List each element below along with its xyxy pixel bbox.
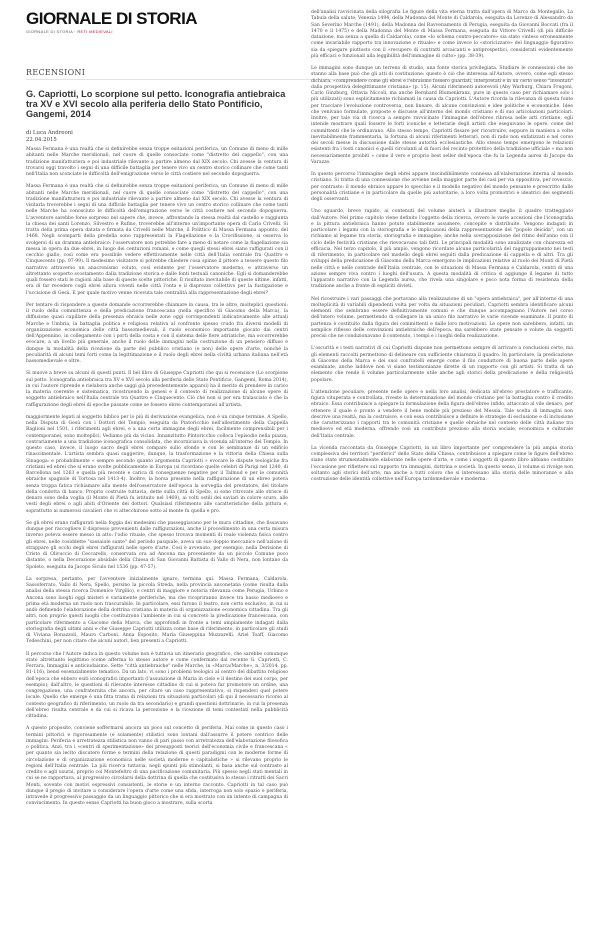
body-paragraph: maggiormente legati al soggetto biblico per lo più di derivazione evangelica, non è un cinque termine. A Spello, nella Disputa di Gesù con i Dottori del Tempio, eseguita da Pintoricchio nell'allestimento della Cappella Baglioni nel 1501, i riferimenti agli ebrei, e a una certa immagine degli ebrei, facilmente comprensibili per i contemporanei, sono molteplici. Vediamo più da vicino. Innanzitutto Pintoricchio colloca l'episodio nella piazza, contrariamente a una tradizione iconografica consolidata, che incorniciava la vicenda all'interno del Tempio. In questo caso, invece, il luogo sacro degli ebrei compare sullo sfondo e con le sembianze di un edificio rinascimentale. L'artista sembra quasi suggerire, dunque, la trasformazione e la vittoria della Chiesa sulla Sinagoga: e probabilmente « sempre secondo quanto argomenta Capriotti » evocare le dispute teologiche fra cristiani ed ebrei che si erano svolte pubblicamente in Europa (si ricordano quelle celebri di Parigi nel 1240, di Barcellona nel 1263 e quella più recente e carica di conseguenze negative per il Talmud e per le comunità ebraiche spagnole di Tortosa nel 1413-4). Inoltre, la borsa presente nella raffigurazione di un ebreo poteva senza troppa fatica richiamare alla mente dell'osservatore dell'epoca la sorveglia del prestatore, del titolare della condotta di banco. Proprio costruite tuttavia, dette sulla città di Spello, si sono ritrovate alle strisce di denaro sono della voglia (il Monte di Pietà fu istituito nel 1469), ai volti ostili dei saviari in colore scuro, alle vesti degli ebrei o agli abiti d'Oriente dei dottori. Qualsiasi riferimento alle caratteristiche della pittura e, soprattutto ai numerosi cavalieri che vi attecchirono sotto al monte fu quella e pro. — [26, 414, 288, 514]
body-paragraph: La vicenda raccontata da Giuseppe Capriotti, in un libro importante per comprendere la più ampia storia complessiva dei territori "periferici" dello Stato della Chiesa, contribuisce a spiegare come le figure dell'ebreo siano state strumentalmente elaborate nelle opere d'arte, e come i soggetti di questo libro abbiano costituito l'occasione per riflettere sul rapporto tra immagini, dottrina e società. In questo senso, il volume si rivolge non soltanto agli storici dell'arte, ma anche a tutti coloro che si interessano alla storia delle minoranze e alla costruzione delle identità collettive nell'Europa tardomedievale e moderna. — [311, 445, 573, 482]
body-paragraph: L'oscurità e i testi narrativi di cui Capriotti dispone non permettono sempre di arrivare a conclusioni certe, ma gli elementi raccolti permettono di delineare con sufficiente chiarezza il quadro. In particolare, la predicazione di Giacomo della Marca e dei suoi confratelli emerge come il filo conduttore di buona parte delle opere esaminate, anche laddove non vi siano testimonianze dirette di un rapporto con gli artisti. Si tratta di un elemento che rende il volume particolarmente utile anche agli storici della predicazione e della religiosità popolare. — [311, 346, 573, 383]
body-paragraph: Il percorso che l'Autore indica in questo volume non è tuttavia un itinerario geografico, che sarebbe comunque stato altrettanto legittimo (come afferma lo stesso autore e come confermato dal recente G. Capriotti, C. Ferrara, Immagini e anticiudaismo. Sette "città antiebraiche" nelle Marche, in «Marca/Marche», n. 3/2014, pp. 81-116), bensì essenzialmente tematico. Da un lato, vi sono i problemi teologici al centro del dibattito religioso dell'epoca che ebbero esiti iconografici importanti (l'assunzione di Maria in cielo e il destino dei suoi corpo, per esempio); dall'altro, le questioni di rilevante interesse cittadino di cui si poteva far promotore un ordine, una congregazione, una confraternita che ancora, per citare un caso rappresentativo, si rispendevi quel potere locale. Quello che emerge è una fitta trama di relazioni tra situazioni particolari (di qui il necessario ricorso al contesto geografico di riferimento, un ruolo da tra secondario) e grandi questioni dottrinarie, in cui la presenza dell'ebreo risulta centrale e da cui si ricava la percezione e la ricezione di temi contestati nella pubblicità cittadina. — [26, 651, 288, 719]
body-paragraph: Nel ricostruire i vari passaggi che portavano alla realizzazione di un "opera antiebraica", per all'interno di una molteplicità di variabili dipendenti volta per volta da situazioni peculiari, Capriotti sembra identificare alcuni elementi che sembrano essere definitivamente comuni e che dunque accompagnano l'Autore nel corso dell'intero volume, permettendo di collegare in un unico filo narrativo le varie vicende esaminate. Il punto di partenza è costituito dalla figura dei committenti e dalle loro motivazioni. Le opere non sarebbero, infatti, un semplice riflesso delle convinzioni antiebraiche dell'epoca, ma sarebbero state pensate e volute da soggetti precisi che ne condizionavano il contenuto, i tempi e i luoghi della realizzazione. — [311, 296, 573, 339]
article-body-left-column — [26, 147, 288, 814]
body-paragraph: Le immagini sono dunque un terreno di studio, una fonte storica privilegiata. Studiare le connessioni che ne stanno alla base può che gli atti di costituzione: questo è ciò che interessa all'Autore, ovvero, come egli stesso dichiara, «comprendere come gli ebrei e l'ebraismo fossero guardati, interpretati e in un certo senso "inventati" dalla prospettiva delegittimante cristiana» (p. 15). Alcuni riferimenti autorevoli (Aby Warburg, Chiara Frugoni, Carlo Ginzburg, Ottavia Niccoli, ma anche Bernhard Blumenkranz, pure in questo caso per richiamare solo i più utilizzati) sono esplicitamente richiamati in causa da Capriotti. L'Autore ricorda la rilevanza di questa fonte per tracciare l'evoluzione controversa, non lineare, di alcune convinzioni e idee politiche e economiche. Idee che venivano formulate, proposte e discusse all'interno del mondo cristiano e di suo articolazioni particolari. Inoltre, per tale via di ricerca a sempre ravvicinato l'immagine dell'ebreo ribrosa nelle arti cristiane, egli intende mostrare quali fossero le forti iconiche e letterarie degli artisti che eseguivano le opere, come del committenti che le ordinavano. Allo stesso tempo, Capriotti fissare per ricostruire, seppure in maniera a volte inevitabilmente frammentaria, la fortuna di alcuni riferimenti letterari, non di rado non enfatizzati e nel corso dei secoli messe in discussione dalle stesse autorità ecclesiastiche. Allo stesso tempo emergono le relazioni esistenti fra i testi canonici e quelli circolanti al di fuori del recinto protettivo della tradizione ufficiale « ma non necessariamente proibiti » come il vero e proprio best seller dell'epoca che fu la Legenda aurea di Jacopo da Varazze. — [311, 66, 573, 165]
byline — [26, 130, 73, 143]
publish-date: 22.04.2015 — [26, 136, 57, 143]
section-label[interactable]: RECENSIONI — [26, 68, 86, 77]
site-logo-subtitle — [26, 29, 197, 34]
body-paragraph: La sorpresa, pertanto, per l'avventore inizialmente ignaro, termina qui. Massa Fermana, Caldarola, Sassoferrato, Vallo di Nera, Spello, persino la piccola Streda, nella provincia anconetana (come risulta dalla analisi della stessa ricerca Domenico Virgilio), e centri di maggiore e notoria rilevanza come Perugia, Urbino e Ancona sono luoghi oggi misteri e variamente periferiche, ma che ricopriranno invece tra basso medioevo e prima età moderna un ruolo non trascurabile. In particolare, essi furono il teatro, non certo esclusivo, in cui si andò definendo l'elaborazione della dottrina cristiana in materia di organizzazione economica cittadina. Tra gli altri, non proprio questi luoghi che costituirono l'ambiente in cui si concretò la predicazione francescana, con particolare riferimento a Giacomo della Marca, che approfondì in fronte a temi ampiamente indagati dalla storiografia degli ultimi anni e che Giuseppe Capriotti utilizza come base di riferimento, in particolare gli studi di Viviana Bonazzoli, Mauro Carboni, Anna Esposito, Maria Giuseppina Muzzarelli, Ariel Toaff, Giacomo Todeschini, per non citare che alcuni autori, ben presenti a Capriotti. — [26, 576, 288, 645]
body-paragraph: dell'analisi ravvicinata della silografia Le figure della vita eterna tratta dall'opera di Marco da Montegallo, La Tabula della salute, Venezia 1494, della Madonna del Monte di Caldarola, eseguita da Lorenzo di Alessandro da San Severino Marche (1491), della Madonna del Ravvenamento di Perugia, eseguita da Giovanni Boccati (fra il 1470 e il 1475) e della Madonna del Monte di Massa Fermana, eseguita da Vittore Crivelli (di più difficile datazione, ma senza a quella di Caldarola), come «lo schema contro-peccatore» sia stato «inteso erroneamente come invariabile rapporto tra innovazione e rituale» e come invece lo «storicizzare» del linguaggio figurativo sia da spiegare piuttosto con il «recupero di contratti arcaicanti e antiprospettici, considerati evidentemente più efficaci e funzionali alla leggibilità dell'immagine di culto» (pp. 38-39). — [311, 10, 573, 59]
logo-subtitle-a: GIORNALE DI STORIA · — [26, 29, 78, 34]
site-logo[interactable]: GIORNALE DI STORIA — [26, 9, 198, 28]
body-paragraph: In questo percorso l'immagine degli ebrei appare inscindibilmente connessa all'elaborazione interna al mondo cristiano. Si tratta di una connessione che avviene nella maggior parte dei casi per via oppositiva, per rovescio, per contrasto: il mondo ebraico appare lo specchio e il modello negativo del mondo pensante e prescritto dalle personalità cristiane e in particolare da quelle più autoritarie, a loro volta promotrici e ideatrici dei segmenti degli osservanti. — [311, 172, 573, 202]
body-paragraph: A questo proposito, conviene soffermarsi ancora un poco sul concetto di periferia. Mai come in questo caso i termini pittorici e rigorosamente (e solamente) stilistici sono lontani dall'assurre il potere centrico delle immagini. Periferia e arretratezza stilistica non vanno di pari passo con arretratezza dell'elaborazione filosofica o politica. Anzi, tra i «centri di sperimentazione» dei presupposti teorici dell'economia civile e francescana « per quanto sia lecito discutere forme e termini della relazione di questi paradigmi con le moderne forme di circolazione e di organizzazione economica nelle società moderne e capitalistiche » si rilevano proprio le regioni dell'Italia centrale. La più ricerca tuttavia, negli spunti più stimolanti, si basa anche sul contrasto al credito e agli usurai, proprio coi Montefeltro di una pacificazione comunitaria. Più spesso negli stati mentali in cui se ne rapportava, al progressivo circolarsi della dottrina di quella che costitusiva lo stesso i ritratti dei Sacri Monti, sovente con motivi espressivi consistenti, le storie e un interno racconto. Capriotti in tal caso può dunque il pregio di invitare a considerare l'opera d'arte come una sfida, interroga non solo spazio e periferia, intravede il progressivo passaggio da un linguaggio pittorico che si era mostrato con un intento di campagna di convincimento. In questo senso Capriotti ha buon gioco a mostrare, sulla scorta — [26, 726, 288, 807]
article-body-right-column — [311, 10, 573, 489]
body-paragraph: Massa Fermana è una realtà che si definirebbe senza troppe esitazioni periferica, un Comune di meno di mille abitanti nelle Marche meridionali, nel cuore di quelle consociate come "distretto del cappello", con una tradizione manifatturiera e poi industriale rilevante a partire almeno dal XIX secolo. Chi avesse la ventura di trovarsi oggi travolto i segni di una difficile battaglia per tenere vivo un centro storico collinare che come tanti nell'Italia non sconciate le difficoltà dell'emigrazione verso le città costiere nel secondo dopoguerra. — [26, 147, 288, 177]
body-paragraph: Massa Fermana è una realtà che si definirebbe senza troppe esitazioni periferica, un Comune di meno di mille abitanti nelle Marche meridionali, nel cuore di quelle consociate come "distretto del cappello", con una tradizione manifatturiera e poi industriale rilevante a partire almeno dal XIX secolo. Chi avesse la ventura di visitarla troverebbe i segni di una difficile battaglia per tenere vivo un centro storico collinare che come tanti nelle Marche ha conosciuto le difficoltà dell'emigrazione verso le città costiere nel secondo dopoguerra. L'avventore sarebbe forse sorpreso nel sapere che, invece, affrontando la stessa realtà dal castello e raggiunta la chiesa dei santi Lorenzo, Silvestro e Rufino, troverebbe all'interno un'importante opera di Carlo Crivelli. Si tratta della prima opera datata e firmata da Crivelli nelle Marche, il Polittico di Massa Fermana appunto, del 1468. Negli scomparti della predella sono rappresentati la Flagellazione e la Crocifissione, si osserva lo svolgersi di un dramma antiebraico: l'osservatore non potrebbe fare a meno di notare come la flagellazione sia messa in opera da due ebrei, in luogo dei centurioni romani, e come quegli stessi ebrei siano raffigurati con il cecchio giallo, così come era possibile vedere effettivamente nelle città dell'Italia centrale fra Quattro e Cinquecento (pp. 97-99). Il medesimo visitatore si potrebbe chiedere cosa spinse il pittore a tessere questo filo narrativo attraverso un anacronismo voluto, così evidente per l'osservatore moderno, e attraverso un altrettanto scoperto scostamento dalla tradizione storica e dalle fonti testuali canoniche. Egli si domanderebbe quali fossero stati le ragioni alla base di queste scelte pittoriche. Il risultato inevitabile di queste ultime, infatti, era di far recedere cogli ebrei allora viventi nelle città l'onta e il disprezzo collettivo per la fustigazione e l'uccisione di Gesù. E per quale motivo venne ricevuta tale centralità alla rappresentazione degli ebrei? — [26, 184, 288, 296]
article-title: G. Capriotti, Lo scorpione sul petto. Iconografia antiebraica tra XV e XVI secolo alla periferia dello Stato Pontificio, Gangemi, 2014 — [26, 89, 286, 119]
body-paragraph: L'attenzione peculiare, presente nelle opere e nella loro analisi, dedicata all'ebreo prestatore e trafficante, figura vituperata e controllata, riveste la determinazione del mondo cristiano per la battaglia contro il credito ebraico. Essa contribuisce a spiegare la formulazione della figura dell'ebreo infido, attaccato al vile denaro, per ottenere il quale è pronto a vendere il bene mobile più prezioso del Messia. Tale scelta di immagini non descrive una realtà, ma la costruisce, e con essa contribuisce a definire le strategie di esclusione e di inclusione che caratterizzano i rapporti tra le comunità cristiane e quelle ebraiche nel contesto delle città italiane tra medioevo ed età moderna, offrendo così un contributo prezioso alla storia sociale, economica e culturale dell'Italia centrale. — [311, 389, 573, 439]
masthead — [26, 10, 197, 34]
body-paragraph: Per tentare di rispondere a queste domande occorrerebbe chiamare in causa, tra le altre, molteplici questioni: il ruolo della committenza e della predicazione francescana (nella specifico di Giacomo della Marca), la diffusione quasi capillare della presenza ebraica nelle zone oggi corrispondenti indicativamente alle attuali Marche e Umbria, la battaglia politica e religiosa relativa al confronto spesso crudo fra diversi modelli di organizzazione economica delle città bassomedievali, il ruolo economico importante giocato dai centri dell'Appennino, in collegamento con i porti della costa e con il sistema delle fiere adriatiche, ma occorrerebbe evocare, a un livello più generale, anche il ruolo delle immagini nella costruzione di un pensiero diffuso e dunque la modalità della ricezione da parte del pubblico cristiano (e non) delle opere d'arte, nonché la peculiarità di alcuni temi forti come la legittimazione e il ruolo degli ebrei nella civiltà urbana italiana nell'età bassomedievale e oltre. — [26, 302, 288, 364]
author-name: di Luca Andreoni — [26, 130, 73, 136]
logo-subtitle-b: RETI MEDIEVALI — [77, 29, 113, 34]
body-paragraph: Si muove a breve su alcuni di questi punti. Il bel libro di Giuseppe Capriotti che qui si recensisce (Lo scorpione sul petto. Iconografia antiebraica tra XV e XVI secolo alla periferia dello Stato Pontificio, Gangemi, Roma 2014), in cui l'autore riprende e rielabora anche saggi già precedentemente apparsi) ha il merito di prendere in carico la materia coerente e sistematica, ricostruendo la genesi e il contesto di realizzazione di alcune opere di soggetto antiebraico nell'Italia centrale tra Quattro e Cinquecento. Ciò che non si per era tralasciato è che la raffigurazione degli ebrei di epoche passate come se fossero ebrei contemporanei all'artista, — [26, 371, 288, 408]
body-paragraph: Se gli ebrei erano raffigurati nella foggia dei medesimi che passeggiavano per le mura cittadine, che fissavano dunque per raccogliere il dispresso provenienti dalle raffigurazioni, anche il procedimento in una certa misura inverso poteva essere messo in atto: l'odio rituale, che spesso trovava momenti di reale violenza fisica contro gli ebrei, nelle cosiddette "sassaiole sante" del periodo pasquale, aveva un suo doppio meccanico nell'azione di strappare gli occhi degli ebrei raffigurati nelle opere d'arte. Così è avvenuto, per esempio, nella Derisione di Cristo di Olivuccio di Ceccarello, conservata ora ad Ancona ma proveniente da un piccolo Comune poco distante, o nella Decorazione absidale della Chiesa di San Giovanni Battista di Vallo di Nera, non lontano da Spoleto, eseguita da Jacopo Siculo nel 1536 (pp. 47-57). — [26, 520, 288, 570]
body-paragraph: Uno sguardo, breve rapido, ai contenuti del volume aiuterà a illustrare meglio il quadro tratteggiato dall'Autore. Nel primo capitolo viene definito l'oggetto della ricerca, ovvero le varie accezioni che l'iconografia e la pittura antiebraica hanno potuto stabilmente assumere, concepite e distribuite. Vengono indagati in particolare i legami con la storiografia e le implicazioni della rappresentazione del "popolo deicida", con un richiamo al legame tra storia, storiografia e immagine, anche nella sovrapposizione del ritmo dell'anno con il ciclo delle festività cristiane che rievocavano tali fatti. Le principali modalità sono analizzate con chiarezza ed efficacia. Nel terzo capitolo, il più ampio, vengono ricordate alcune particolarità del raggruppamento nei testi di riferimento, in particolare nel modello degli ebrei seguiti dalla predicazione di cappella e di altri. Tra gli sviluppi della predicazione di Giacomo della Marca emergono le implicazioni relative al ruolo dei Monti di Pietà nelle città e nelle contrade dell'Italia centrale, con le situazioni di Massa Fermana e Caldarola, centri di una azione sempre viva contro i luoghi dell'usura. A questa modalità di critica si aggiunge il legame di tutto l'apparato narrativo con la Legenda aurea, che rivela una singolare e poco nota forma di resistenza della tradizione anche a fronte di espliciti divieti. — [311, 209, 573, 290]
